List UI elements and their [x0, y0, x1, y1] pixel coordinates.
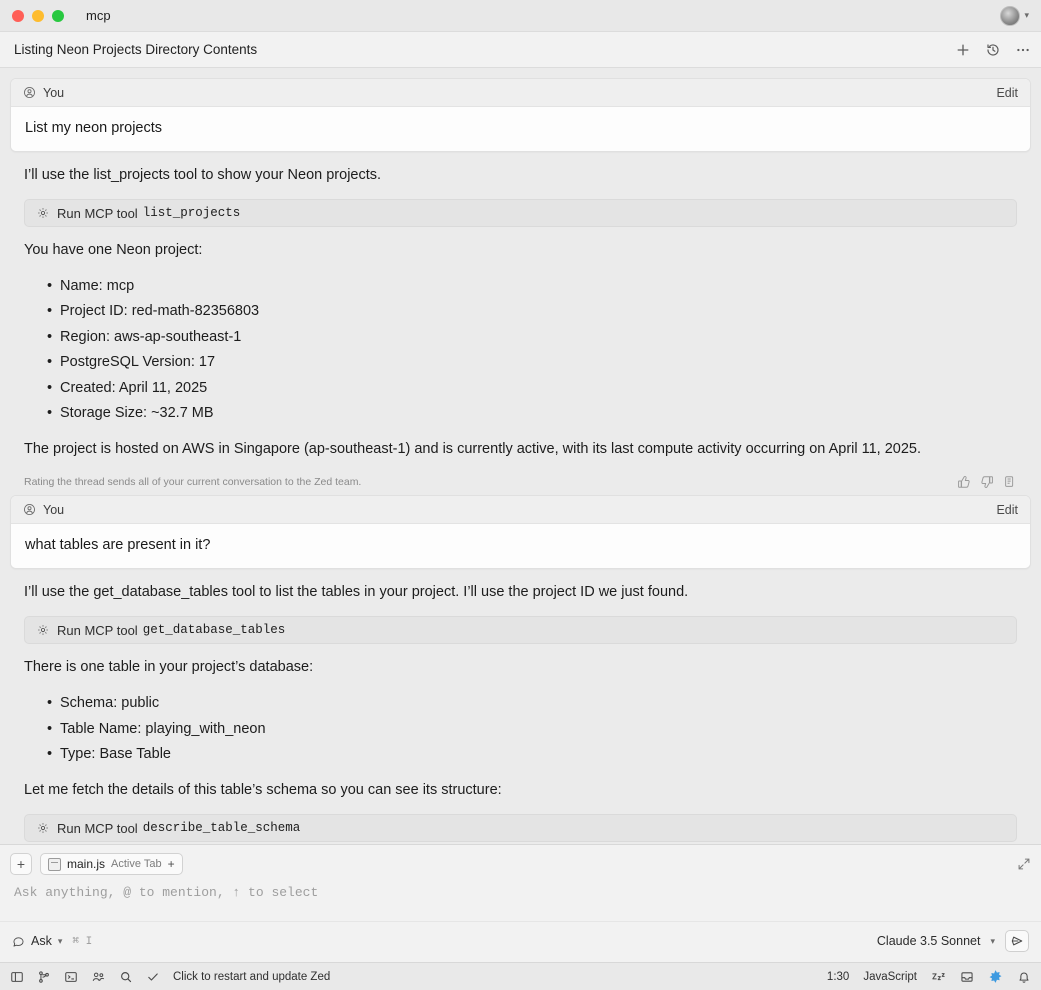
chevron-down-icon[interactable]: ▾	[57, 935, 63, 946]
table-details-list	[10, 691, 1031, 767]
inbox-icon[interactable]	[960, 970, 974, 984]
rating-actions[interactable]	[957, 475, 1017, 489]
status-bar-right	[827, 969, 1031, 984]
list-item: • Storage Size: ~32.7 MB	[60, 401, 1031, 426]
git-branch-icon[interactable]	[37, 970, 51, 984]
user-icon	[23, 86, 36, 99]
context-file-badge: Active Tab	[111, 858, 162, 870]
tool-call-name: describe_table_schema	[142, 821, 301, 836]
title-bar-right[interactable]	[1000, 6, 1029, 26]
ellipsis-icon[interactable]	[1015, 42, 1031, 58]
message-author: You	[43, 85, 65, 100]
chevron-down-icon[interactable]: ▾	[1024, 10, 1029, 20]
mode-shortcut-hint: ⌘ I	[72, 936, 93, 948]
mode-selector[interactable]	[12, 934, 62, 948]
thread-header	[0, 32, 1041, 68]
notifications-icon[interactable]	[1017, 970, 1031, 984]
send-button[interactable]	[1005, 930, 1029, 952]
composer-context-row	[0, 845, 1041, 879]
expand-icon[interactable]	[1017, 857, 1031, 871]
tool-call-label: Run MCP tool	[57, 205, 138, 221]
user-message-text: List my neon projects	[11, 107, 1030, 151]
mode-label: Ask	[31, 934, 52, 948]
message-input[interactable]: Ask anything, @ to mention, ↑ to select	[14, 885, 319, 900]
traffic-lights[interactable]	[12, 10, 64, 22]
copy-icon[interactable]	[1003, 475, 1017, 489]
chat-bubble-icon	[12, 935, 25, 948]
cursor-position[interactable]: 1:30	[826, 970, 850, 983]
project-details-list	[10, 274, 1031, 426]
assistant-result-heading: There is one table in your project’s database:	[24, 659, 314, 676]
collaborators-icon[interactable]	[91, 970, 106, 984]
edit-message-button[interactable]: Edit	[996, 502, 1018, 517]
gear-icon	[37, 624, 49, 636]
tool-call-card[interactable]	[24, 199, 1017, 227]
tool-call-label: Run MCP tool	[57, 622, 138, 638]
assistant-result-heading: You have one Neon project:	[24, 242, 203, 259]
user-icon	[23, 503, 36, 516]
status-bar	[0, 962, 1041, 990]
list-item: • Region: aws-ap-southeast-1	[60, 325, 1031, 350]
copilot-icon[interactable]	[988, 969, 1003, 984]
assistant-intro-text: I’ll use the get_database_tables tool to list the tables in your project. I’ll use the project ID we just found.	[24, 584, 689, 601]
assistant-followup-text: Let me fetch the details of this table’s schema so you can see its structure:	[24, 782, 502, 799]
gear-icon	[37, 822, 49, 834]
user-message-block	[10, 495, 1031, 569]
plus-icon[interactable]	[955, 42, 971, 58]
add-context-button[interactable]: +	[10, 853, 32, 875]
context-file-name: main.js	[67, 857, 106, 871]
tool-call-card[interactable]	[24, 814, 1017, 842]
gear-icon	[37, 207, 49, 219]
thumbs-down-icon[interactable]	[980, 475, 994, 489]
status-message[interactable]: Click to restart and update Zed	[173, 970, 331, 983]
page-title: Listing Neon Projects Directory Contents	[14, 42, 258, 57]
chevron-down-icon[interactable]: ▾	[990, 935, 995, 946]
list-item: • Table Name: playing_with_neon	[60, 717, 1031, 742]
close-window-button[interactable]	[12, 10, 24, 22]
edit-message-button[interactable]: Edit	[996, 85, 1018, 100]
thread-header-actions[interactable]	[955, 42, 1031, 58]
list-item: • Created: April 11, 2025	[60, 376, 1031, 401]
title-bar	[0, 0, 1041, 32]
terminal-icon[interactable]	[64, 970, 78, 984]
tool-call-card[interactable]	[24, 616, 1017, 644]
conversation-scroll-area[interactable]	[0, 68, 1041, 844]
list-item: • Schema: public	[60, 691, 1031, 716]
status-bar-left	[10, 970, 330, 984]
thread-rating-row	[10, 473, 1031, 495]
user-message-text: what tables are present in it?	[11, 524, 1030, 568]
user-message-header	[11, 496, 1030, 524]
maximize-window-button[interactable]	[52, 10, 64, 22]
panel-left-icon[interactable]	[10, 970, 24, 984]
composer-right-controls	[877, 930, 1029, 952]
thumbs-up-icon[interactable]	[957, 475, 971, 489]
search-icon[interactable]	[119, 970, 133, 984]
add-file-context-button[interactable]: +	[167, 857, 175, 871]
list-item: • Project ID: red-math-82356803	[60, 299, 1031, 324]
file-icon	[48, 858, 61, 871]
tool-call-name: get_database_tables	[142, 623, 286, 638]
user-message-header	[11, 79, 1030, 107]
tool-call-name: list_projects	[142, 206, 241, 221]
user-message-block	[10, 78, 1031, 152]
history-icon[interactable]	[985, 42, 1001, 58]
message-composer	[0, 844, 1041, 962]
check-icon[interactable]	[146, 970, 160, 984]
message-author: You	[43, 502, 65, 517]
language-server-icon[interactable]	[931, 970, 946, 984]
tool-call-label: Run MCP tool	[57, 820, 138, 836]
conversation-content	[0, 78, 1041, 842]
model-selector-label[interactable]: Claude 3.5 Sonnet	[876, 934, 981, 948]
assistant-summary-text: The project is hosted on AWS in Singapore (ap-southeast-1) and is currently active, with its last compute activity occurring on April 11, 2025.	[24, 441, 922, 458]
list-item: • Type: Base Table	[60, 742, 1031, 767]
assistant-intro-text: I’ll use the list_projects tool to show your Neon projects.	[24, 167, 382, 183]
composer-toolbar	[0, 921, 1041, 962]
avatar[interactable]	[1000, 6, 1020, 26]
minimize-window-button[interactable]	[32, 10, 44, 22]
language-indicator[interactable]: JavaScript	[863, 970, 917, 983]
context-file-chip[interactable]	[40, 853, 183, 875]
list-item: • Name: mcp	[60, 274, 1031, 299]
list-item: • PostgreSQL Version: 17	[60, 350, 1031, 375]
window-title: mcp	[86, 8, 111, 23]
rating-note: Rating the thread sends all of your current conversation to the Zed team.	[24, 476, 362, 489]
